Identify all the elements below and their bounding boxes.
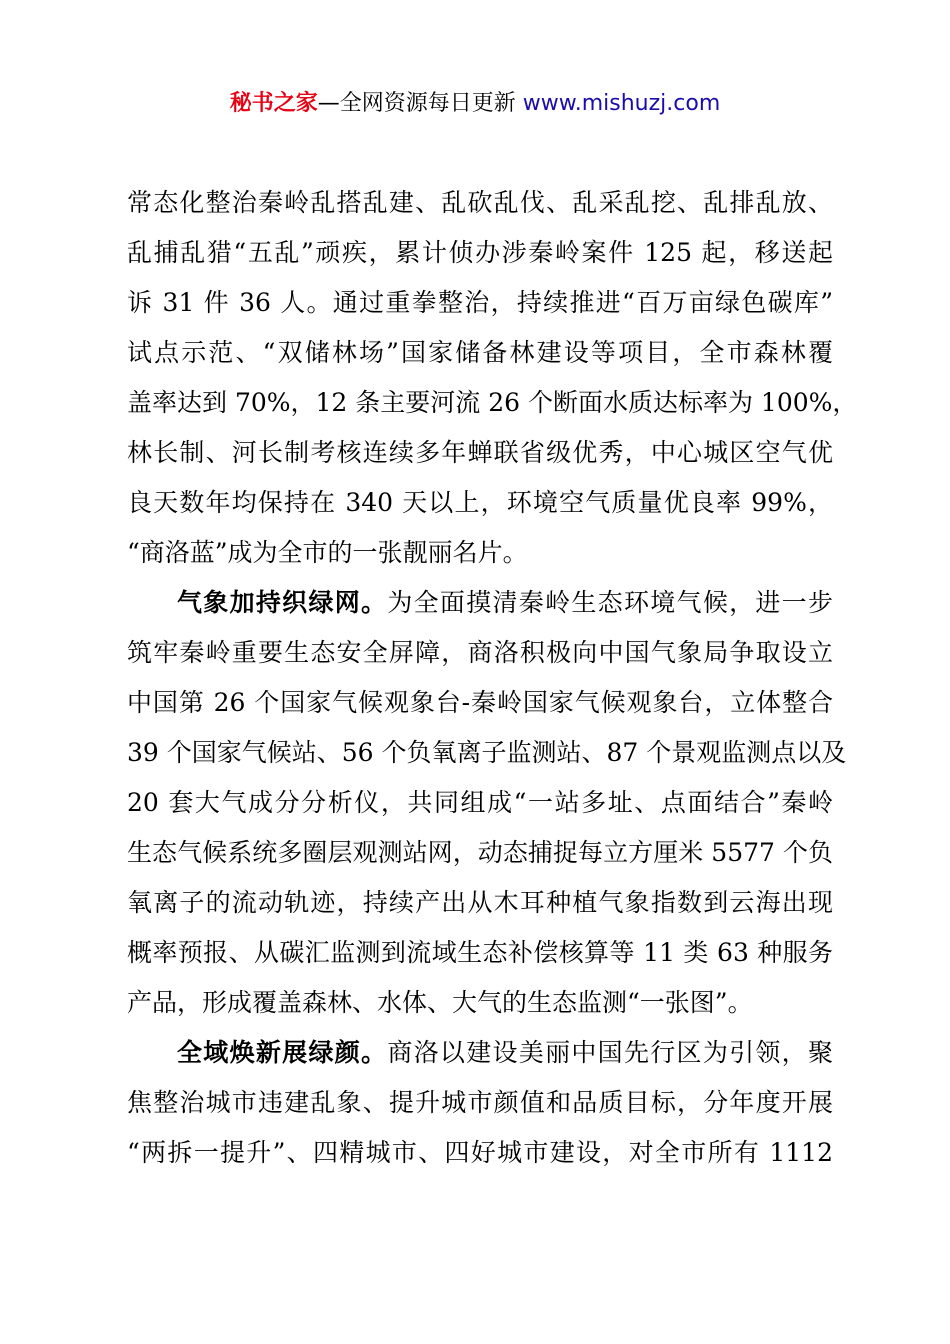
paragraph-3 [127,1028,833,1178]
text-run: 为全面摸清秦岭生态环境气候，进一步 [387,588,833,617]
text-line: 林长制、河长制考核连续多年蝉联省级优秀，中心城区空气优 [127,438,833,467]
text-line: 乱捕乱猎“五乱”顽疾，累计侦办涉秦岭案件 125 起，移送起 [127,238,833,267]
text-line: 氧离子的流动轨迹，持续产出从木耳种植气象指数到云海出现 [127,888,833,917]
text-line: 产品，形成覆盖森林、水体、大气的生态监测“一张图”。 [127,988,753,1017]
text-line: 试点示范、“双储林场”国家储备林建设等项目，全市森林覆 [127,338,833,367]
text-run: 商洛以建设美丽中国先行区为引领，聚 [387,1038,833,1067]
header-tagline: —全网资源每日更新 [317,91,523,116]
text-line: 筑牢秦岭重要生态安全屏障，商洛积极向中国气象局争取设立 [127,638,833,667]
text-line: “两拆一提升”、四精城市、四好城市建设，对全市所有 1112 [127,1138,833,1167]
text-line: 焦整治城市违建乱象、提升城市颜值和品质目标，分年度开展 [127,1088,833,1117]
paragraph-1 [127,178,858,578]
text-line: 39 个国家气候站、56 个负氧离子监测站、87 个景观监测点以及 [127,738,847,767]
header-brand: 秘书之家 [229,91,318,116]
text-line: 生态气候系统多圈层观测站网，动态捕捉每立方厘米 5577 个负 [127,838,833,867]
text-line: 常态化整治秦岭乱搭乱建、乱砍乱伐、乱采乱挖、乱排乱放、 [127,188,833,217]
header-url-link[interactable]: www.mishuzj.com [522,91,721,116]
text-line: 中国第 26 个国家气候观象台-秦岭国家气候观象台，立体整合 [127,688,833,717]
text-line: “商洛蓝”成为全市的一张靓丽名片。 [127,538,528,567]
paragraph-2 [127,578,847,1028]
text-line: 良天数年均保持在 340 天以上，环境空气质量优良率 99%， [127,488,833,517]
text-line [127,578,833,628]
text-line: 盖率达到 70%，12 条主要河流 26 个断面水质达标率为 100%， [127,388,858,417]
text-line: 诉 31 件 36 人。通过重拳整治，持续推进“百万亩绿色碳库” [127,288,833,317]
paragraph-heading: 气象加持织绿网。 [177,588,388,617]
text-line: 概率预报、从碳汇监测到流域生态补偿核算等 11 类 63 种服务 [127,938,833,967]
paragraph-heading: 全域焕新展绿颜。 [177,1038,388,1067]
text-line [127,1028,833,1078]
text-line: 20 套大气成分分析仪，共同组成“一站多址、点面结合”秦岭 [127,788,833,817]
page-header [0,88,950,120]
document-body [127,178,858,1178]
